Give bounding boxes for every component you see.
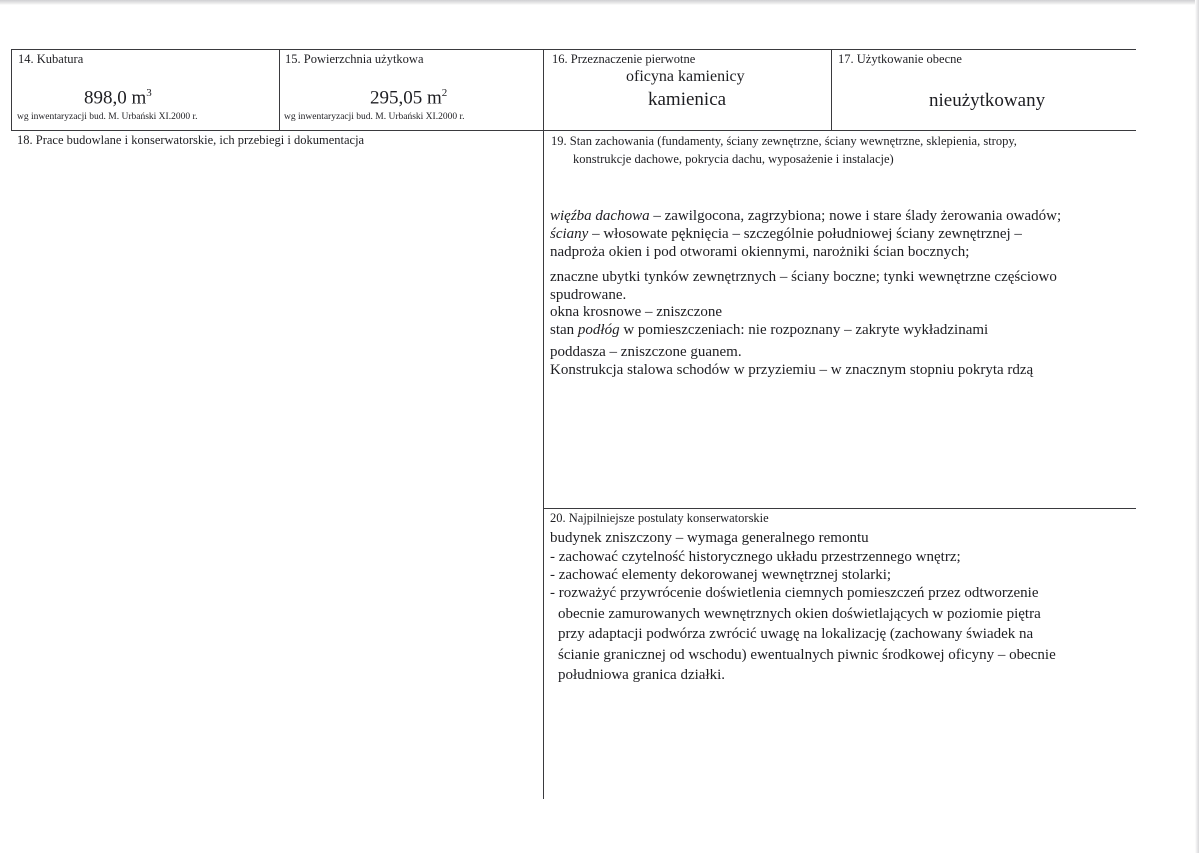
field-14-unit-superscript: 3 bbox=[146, 87, 152, 99]
divider-15-16 bbox=[543, 49, 544, 799]
field-14-value bbox=[84, 87, 152, 109]
condition-line-4: znaczne ubytki tynków zewnętrznych – ściany boczne; tynki wewnętrzne częściowo bbox=[550, 269, 1057, 285]
condition-line-roof-truss bbox=[550, 207, 1061, 225]
divider-16-17 bbox=[831, 49, 832, 130]
condition-floors-prefix: stan bbox=[550, 322, 578, 338]
postulate-line-4: - rozważyć przywrócenie doświetlenia ciemnych pomieszczeń przez odtworzenie bbox=[550, 585, 1039, 601]
condition-walls-text: – włosowate pęknięcia – szczególnie południowej ściany zewnętrznej – bbox=[588, 226, 1022, 242]
field-20-label: 20. Najpilniejsze postulaty konserwatorskie bbox=[550, 511, 769, 525]
postulate-line-3: - zachować elementy dekorowanej wewnętrznej stolarki; bbox=[550, 567, 892, 583]
field-15-value bbox=[370, 87, 447, 109]
condition-walls-term: ściany bbox=[550, 226, 589, 242]
condition-roof-truss-text: – zawilgocona, zagrzybiona; nowe i stare ślady żerowania owadów; bbox=[649, 208, 1062, 224]
postulate-line-7: ścianie granicznej od wschodu) ewentualnych piwnic środkowej oficyny – obecnie bbox=[558, 647, 1056, 663]
field-16-value-line1: oficyna kamienicy bbox=[626, 68, 745, 85]
field-15-number: 295,05 m bbox=[370, 87, 442, 109]
row-divider-2 bbox=[543, 508, 1136, 509]
condition-line-9: Konstrukcja stalowa schodów w przyziemiu – w znacznym stopniu pokryta rdzą bbox=[550, 362, 1034, 378]
postulate-line-5: obecnie zamurowanych wewnętrznych okien doświetlających w poziomie piętra bbox=[558, 606, 1041, 622]
postulate-line-1: budynek zniszczony – wymaga generalnego remontu bbox=[550, 530, 869, 546]
condition-floors-text: w pomieszczeniach: nie rozpoznany – zakryte wykładzinami bbox=[619, 322, 989, 338]
scan-edge-top bbox=[0, 0, 1199, 5]
row-divider-1 bbox=[11, 130, 1136, 131]
field-14-number: 898,0 m bbox=[84, 87, 147, 109]
condition-floors-term: podłóg bbox=[577, 322, 620, 338]
condition-line-walls bbox=[550, 225, 1022, 243]
postulate-line-8: południowa granica działki. bbox=[558, 667, 726, 683]
field-19-label-line1: 19. Stan zachowania (fundamenty, ściany zewnętrzne, ściany wewnętrzne, sklepienia, stropy, bbox=[551, 134, 1017, 148]
field-16-label: 16. Przeznaczenie pierwotne bbox=[552, 52, 696, 66]
condition-line-5: spudrowane. bbox=[550, 287, 627, 303]
field-15-label: 15. Powierzchnia użytkowa bbox=[285, 52, 424, 66]
scan-edge-right bbox=[1195, 0, 1199, 853]
field-15-note: wg inwentaryzacji bud. M. Urbański XI.2000 r. bbox=[284, 112, 465, 122]
field-19-label-line2: konstrukcje dachowe, pokrycia dachu, wyposażenie i instalacje) bbox=[573, 152, 894, 166]
field-15-unit-superscript: 2 bbox=[441, 87, 448, 99]
top-border bbox=[11, 49, 1136, 50]
condition-roof-truss-term: więźba dachowa bbox=[550, 208, 650, 224]
condition-line-8: poddasza – zniszczone guanem. bbox=[550, 344, 742, 360]
field-17-value: nieużytkowany bbox=[929, 90, 1046, 111]
condition-line-6: okna krosnowe – zniszczone bbox=[550, 304, 723, 320]
left-border bbox=[11, 49, 12, 130]
field-18-label: 18. Prace budowlane i konserwatorskie, ich przebiegi i dokumentacja bbox=[17, 133, 365, 147]
field-14-label: 14. Kubatura bbox=[18, 52, 84, 66]
postulate-line-2: - zachować czytelność historycznego układu przestrzennego wnętrz; bbox=[550, 549, 961, 565]
field-14-note: wg inwentaryzacji bud. M. Urbański XI.2000 r. bbox=[17, 112, 198, 122]
condition-line-3: nadproża okien i pod otworami okiennymi, narożniki ścian bocznych; bbox=[550, 244, 970, 260]
field-16-value-line2: kamienica bbox=[648, 89, 727, 110]
field-17-label: 17. Użytkowanie obecne bbox=[838, 52, 962, 66]
condition-line-floors bbox=[550, 321, 988, 339]
divider-14-15 bbox=[279, 49, 280, 130]
postulate-line-6: przy adaptacji podwórza zwrócić uwagę na lokalizację (zachowany świadek na bbox=[558, 626, 1034, 642]
